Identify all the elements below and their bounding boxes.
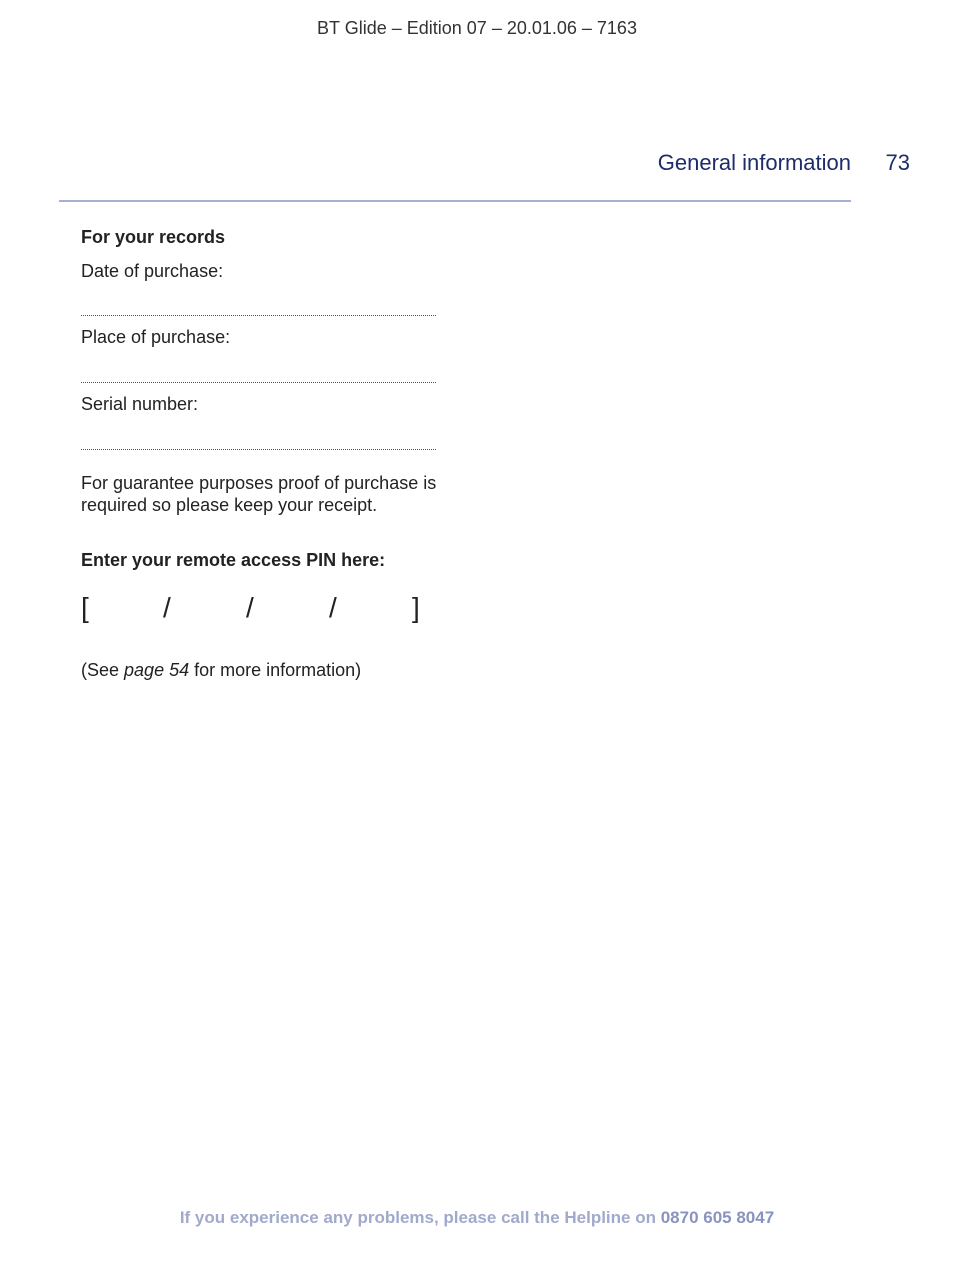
place-of-purchase-line: [81, 382, 436, 383]
see-more-suffix: for more information): [189, 660, 362, 680]
page-reference-link[interactable]: page 54: [124, 660, 190, 680]
serial-number-label: Serial number:: [81, 394, 199, 414]
guarantee-note-line: required so please keep your receipt.: [81, 495, 378, 515]
see-more-note: [81, 660, 361, 681]
guarantee-note: [81, 472, 451, 516]
pin-open-bracket: [: [81, 592, 89, 623]
pin-close-bracket: ]: [412, 592, 420, 623]
helpline-text: If you experience any problems, please call the Helpline on: [179, 1208, 661, 1227]
pin-separator: /: [246, 592, 254, 623]
pin-heading: Enter your remote access PIN here:: [81, 550, 386, 570]
serial-number-line: [81, 449, 436, 450]
pin-entry: [81, 592, 431, 632]
records-heading: For your records: [81, 227, 226, 247]
helpline-footer: [0, 1208, 954, 1228]
see-more-prefix: (See: [81, 660, 125, 680]
edition-line: BT Glide – Edition 07 – 20.01.06 – 7163: [317, 18, 637, 38]
place-of-purchase-label: Place of purchase:: [81, 327, 231, 347]
section-title: General information: [657, 150, 851, 175]
pin-separator: /: [329, 592, 337, 623]
helpline-phone: 0870 605 8047: [660, 1208, 775, 1227]
header-divider: [59, 200, 851, 202]
date-of-purchase-label: Date of purchase:: [81, 261, 224, 281]
page-number: 73: [885, 150, 910, 175]
guarantee-note-line: For guarantee purposes proof of purchase is: [81, 473, 437, 493]
pin-separator: /: [163, 592, 171, 623]
date-of-purchase-line: [81, 315, 436, 316]
